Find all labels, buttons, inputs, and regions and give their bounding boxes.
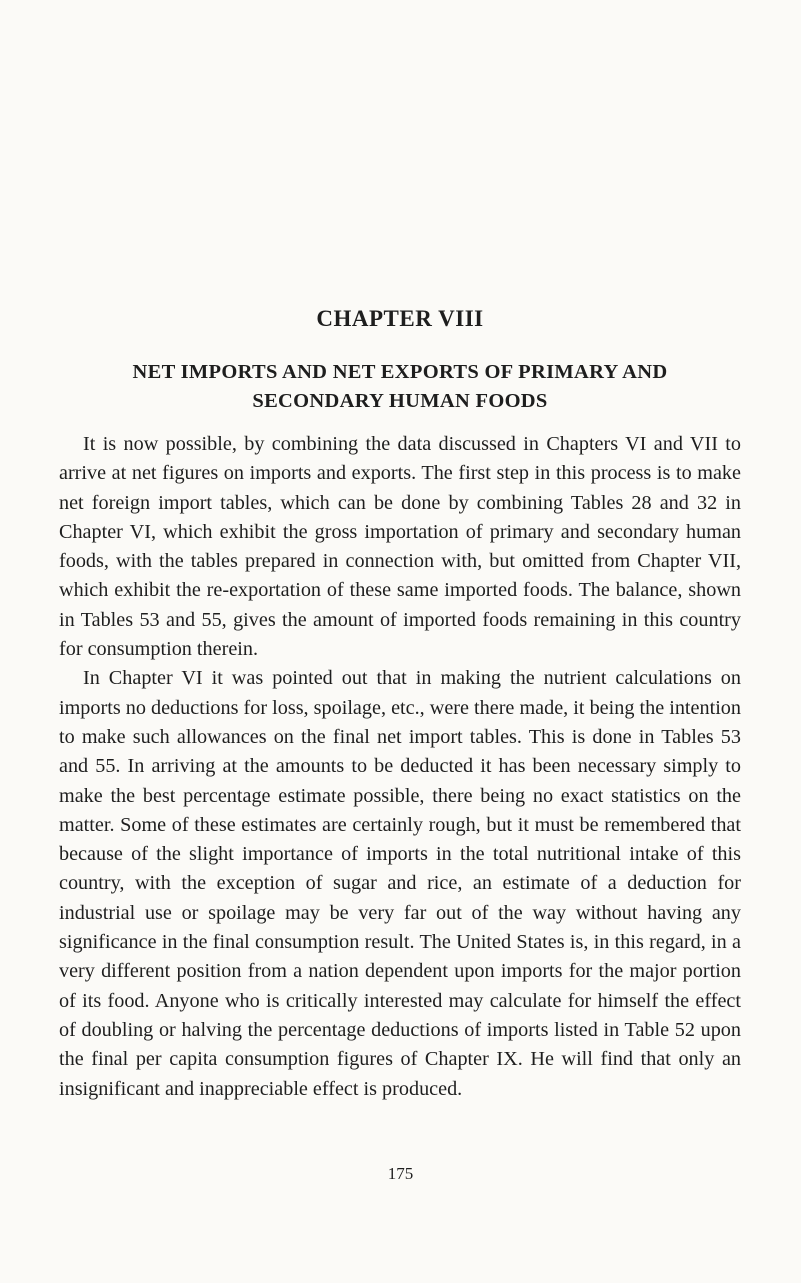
page-body — [59, 305, 741, 1104]
paragraph-2: In Chapter VI it was pointed out that in making the nutrient calculations on imports no deductions for loss, spoilage, etc., were there made, it being the intention to make such allowances on the final net import tables. This is done in Tables 53 and 55. In arriving at the amounts to be deducted it has been necessary simply to make the best percentage estimate possible, there being no exact statistics on the matter. Some of these estimates are certainly rough, but it must be remembered that because of the slight importance of imports in the total nutritional intake of this country, with the exception of sugar and rice, an estimate of a deduction for industrial use or spoilage may be very far out of the way without having any significance in the final consumption result. The United States is, in this regard, in a very different position from a nation dependent upon imports for the major portion of its food. Anyone who is critically interested may calculate for himself the effect of doubling or halving the percentage deductions of imports listed in Table 52 upon the final per capita consumption figures of Chapter IX. He will find that only an insignificant and inappreciable effect is produced. — [59, 667, 741, 1100]
chapter-title — [59, 358, 741, 416]
page-number: 175 — [387, 1164, 414, 1183]
chapter-title-line-2: SECONDARY HUMAN FOODS — [252, 390, 548, 412]
paragraph-1: It is now possible, by combining the data discussed in Chapters VI and VII to arrive at net figures on imports and exports. The first step in this process is to make net foreign import tables, which can be done by combining Tables 28 and 32 in Chapter VI, which exhibit the gross importation of primary and secondary human foods, with the tables prepared in connection with, but omitted from Chapter VII, which exhibit the re-exportation of these same imported foods. The balance, shown in Tables 53 and 55, gives the amount of imported foods remaining in this country for consumption therein. — [59, 433, 741, 661]
chapter-label: CHAPTER VIII — [316, 306, 484, 331]
chapter-title-line-1: NET IMPORTS AND NET EXPORTS OF PRIMARY AND — [132, 361, 668, 383]
